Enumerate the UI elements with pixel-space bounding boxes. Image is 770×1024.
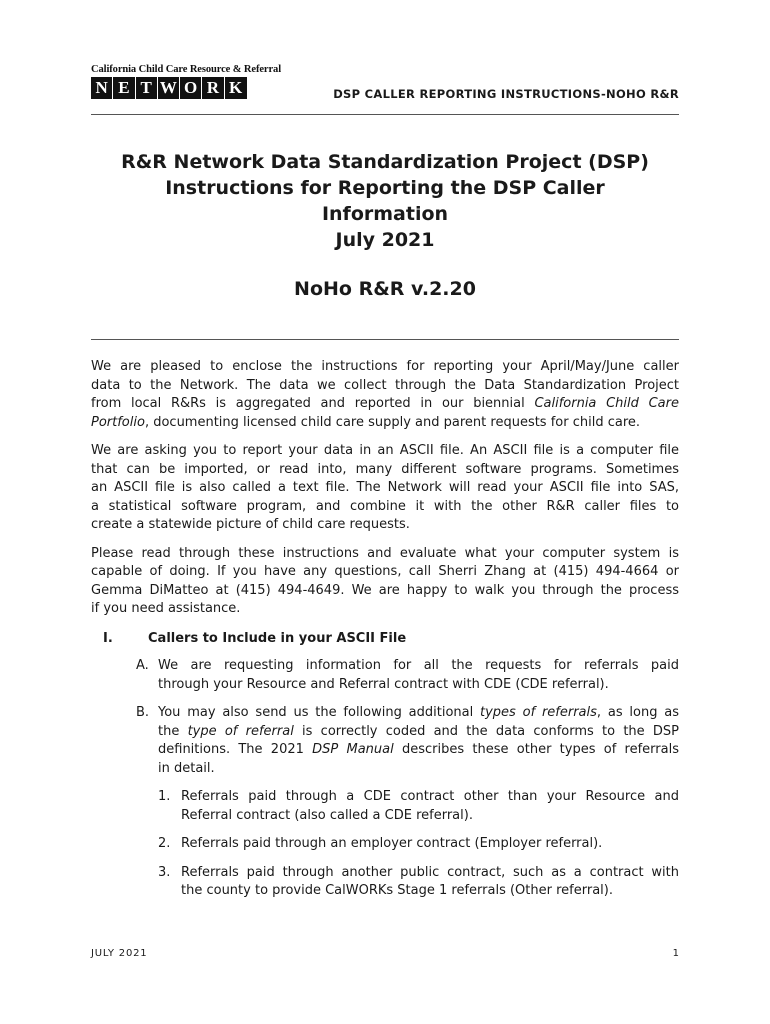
text-line: a statistical software program, and combine it with the other R&R caller files to bbox=[91, 498, 679, 514]
text-line: data to the Network. The data we collect through the Data Standardization Project bbox=[91, 377, 679, 393]
document-title bbox=[91, 149, 679, 253]
running-header: DSP CALLER REPORTING INSTRUCTIONS-NOHO R&R bbox=[333, 87, 679, 101]
text-line: Referrals paid through an employer contract (Employer referral). bbox=[181, 836, 603, 851]
title-date: July 2021 bbox=[335, 229, 435, 251]
text-line: Referrals paid through a CDE contract other than your Resource and bbox=[181, 789, 679, 804]
logo-letter: K bbox=[225, 77, 247, 99]
publication-title: Portfolio bbox=[91, 414, 145, 430]
logo-letter: R bbox=[202, 77, 224, 99]
logo-letter: N bbox=[91, 77, 113, 99]
list-item-b bbox=[136, 704, 679, 778]
logo-letter: E bbox=[113, 77, 135, 99]
section-title: Callers to Include in your ASCII File bbox=[148, 630, 407, 646]
logo-letter: W bbox=[158, 77, 180, 99]
text-span: , as long as bbox=[596, 705, 679, 720]
intro-paragraph bbox=[91, 358, 679, 432]
logo-wordmark bbox=[91, 77, 269, 99]
list-label: 2. bbox=[158, 836, 171, 851]
logo-letter: O bbox=[180, 77, 202, 99]
text-line bbox=[158, 741, 679, 760]
text-line: Gemma DiMatteo at (415) 494-4649. We are happy to walk you through the process bbox=[91, 582, 679, 598]
ascii-paragraph bbox=[91, 442, 679, 535]
logo-letter: T bbox=[136, 77, 158, 99]
list-label: 3. bbox=[158, 864, 171, 880]
list-text bbox=[181, 788, 679, 825]
text-span: from local R&Rs is aggregated and reported in our biennial bbox=[91, 396, 535, 411]
text-line: capable of doing. If you have any questions, call Sherri Zhang at (415) 494-4664 or bbox=[91, 564, 679, 579]
text-line bbox=[158, 704, 679, 723]
publication-title: DSP Manual bbox=[312, 742, 394, 757]
network-logo bbox=[91, 64, 282, 99]
text-line bbox=[158, 723, 679, 742]
emphasis: type of referral bbox=[187, 723, 294, 739]
emphasis: types of referrals bbox=[480, 705, 597, 720]
list-text bbox=[181, 835, 679, 854]
text-line: the county to provide CalWORKs Stage 1 referrals (Other referral). bbox=[181, 883, 613, 898]
list-text bbox=[158, 704, 679, 778]
document-version: NoHo R&R v.2.20 bbox=[294, 278, 476, 300]
section-number: I. bbox=[103, 630, 113, 646]
page-number: 1 bbox=[672, 948, 679, 959]
text-span: describes these other types of referrals bbox=[393, 742, 679, 757]
text-line: We are pleased to enclose the instructions for reporting your April/May/June caller bbox=[91, 359, 679, 374]
text-span: , documenting licensed child care supply and parent requests for child care. bbox=[144, 414, 641, 430]
header-divider bbox=[91, 114, 679, 115]
text-line: Please read through these instructions and evaluate what your computer system is bbox=[91, 545, 679, 561]
text-span: definitions. The 2021 bbox=[158, 742, 313, 757]
title-line: R&R Network Data Standardization Project (DSP) bbox=[121, 151, 649, 173]
text-span: You may also send us the following additional bbox=[158, 705, 481, 720]
text-line: an ASCII file is also called a text file. The Network will read your ASCII file into SAS, bbox=[91, 480, 679, 495]
list-text bbox=[158, 657, 679, 694]
text-line: through your Resource and Referral contract with CDE (CDE referral). bbox=[158, 676, 609, 692]
text-line: We are asking you to report your data in an ASCII file. An ASCII file is a computer file bbox=[91, 443, 679, 458]
document-body bbox=[91, 358, 679, 911]
logo-tagline: California Child Care Resource & Referral bbox=[91, 64, 282, 75]
text-line bbox=[91, 395, 679, 414]
text-line bbox=[91, 414, 679, 433]
text-line: in detail. bbox=[158, 760, 215, 776]
sub-item-2 bbox=[158, 835, 679, 854]
list-label: 1. bbox=[158, 789, 171, 804]
contact-paragraph bbox=[91, 545, 679, 619]
publication-title: California Child Care bbox=[534, 396, 679, 411]
section-heading bbox=[91, 630, 679, 649]
sub-item-1 bbox=[158, 788, 679, 825]
list-text bbox=[181, 864, 679, 901]
text-line: that can be imported, or read into, many different software programs. Sometimes bbox=[91, 461, 679, 477]
text-line: We are requesting information for all the requests for referrals paid bbox=[158, 658, 679, 673]
sub-item-3 bbox=[158, 864, 679, 901]
text-line: if you need assistance. bbox=[91, 601, 241, 616]
text-line: create a statewide picture of child care requests. bbox=[91, 517, 410, 532]
title-divider bbox=[91, 339, 679, 340]
text-line: Referral contract (also called a CDE referral). bbox=[181, 807, 473, 823]
text-span: the bbox=[158, 723, 188, 739]
list-item-a bbox=[136, 657, 679, 694]
footer-date: JULY 2021 bbox=[91, 948, 148, 959]
text-line: Referrals paid through another public contract, such as a contract with bbox=[181, 864, 679, 880]
title-line: Instructions for Reporting the DSP Caller bbox=[165, 177, 605, 199]
list-label: B. bbox=[136, 705, 150, 720]
text-span: is correctly coded and the data conforms to the DSP bbox=[293, 723, 679, 739]
title-line: Information bbox=[321, 203, 449, 225]
list-label: A. bbox=[136, 658, 149, 673]
